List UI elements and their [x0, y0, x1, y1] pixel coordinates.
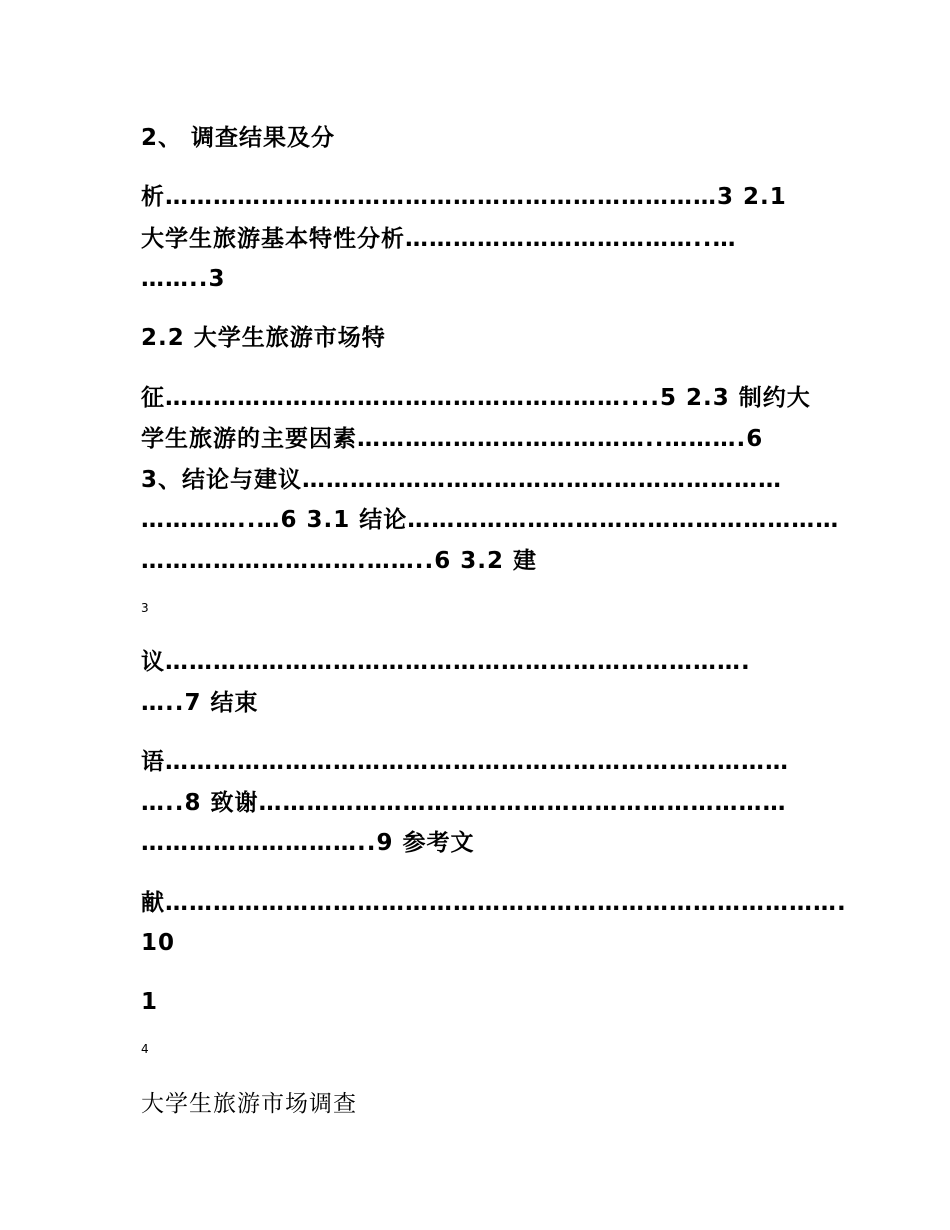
toc-line: 语…………………………………………………………………… [141, 749, 789, 775]
toc-line: 2、 调查结果及分 [141, 125, 336, 151]
toc-line: ……………………….……..6 3.2 建 [141, 548, 537, 574]
toc-line: …..7 结束 [141, 690, 259, 716]
toc-line: 2.2 大学生旅游市场特 [141, 325, 386, 351]
toc-line: 1 [141, 989, 159, 1015]
toc-line: ………………………..9 参考文 [141, 830, 475, 856]
toc-line: 大学生旅游基本特性分析………………………………..… [141, 226, 737, 252]
page-number: 3 [141, 601, 149, 615]
toc-line: 学生旅游的主要因素………………………………..……….6 [141, 426, 764, 452]
toc-line: 献…………………………………………………………………………. [141, 890, 847, 916]
toc-line: 议………………………………………………………………. [141, 649, 751, 675]
toc-line: …………..…6 3.1 结论……………………………………………… [141, 507, 840, 533]
document-heading: 大学生旅游市场调查 [141, 1091, 357, 1117]
toc-line: …..8 致谢………………………………………………………… [141, 790, 787, 816]
toc-line: 3、结论与建议…………………………………………………… [141, 467, 783, 493]
page-number: 4 [141, 1042, 149, 1056]
toc-line: ……..3 [141, 266, 226, 292]
toc-line: 析……………………………………………………………3 2.1 [141, 184, 787, 210]
toc-line: 10 [141, 930, 176, 956]
toc-line: 征…………………………………………………....5 2.3 制约大 [141, 385, 811, 411]
